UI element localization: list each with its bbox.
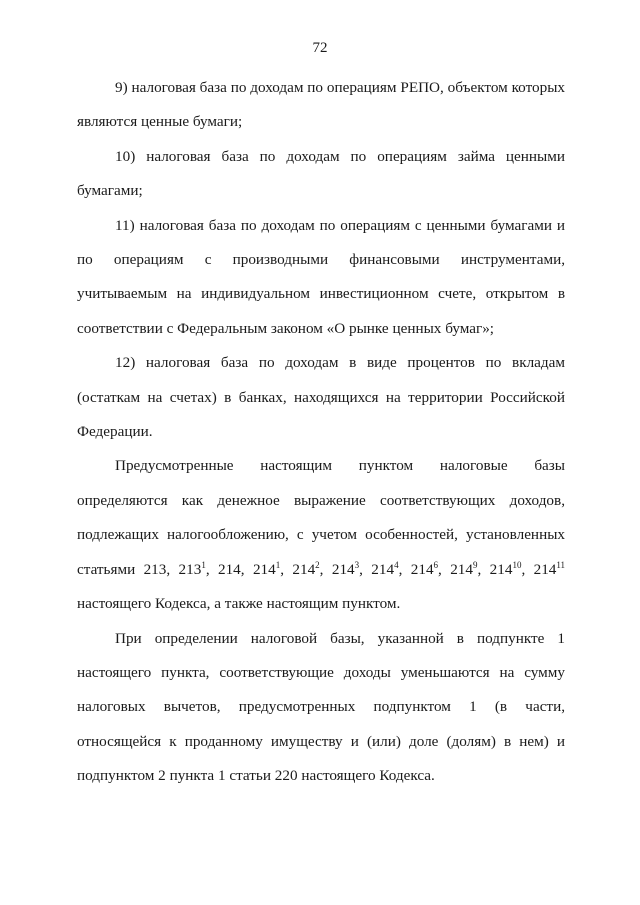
paragraph-item-12: 12) налоговая база по доходам в виде процентов по вкладам (остаткам на счетах) в банках, находящихся на территории Российской Федерации. [77,354,565,441]
article-ref: $214^6$ [410,559,439,578]
articles-intro: Предусмотренные настоящим пунктом налоговые базы определяются как денежное выражение соответствующих доходов, подлежащих налогообложению, с учетом особенностей, установленных статьями [77,457,565,578]
paragraph-item-11: 11) налоговая база по доходам по операциям с ценными бумагами и по операциям с производными финансовыми инструментами, учитываемым на индивидуальном инвестиционном счете, открытом в соответствии с Федеральным законом «О рынке ценных бумаг»; [77,216,565,337]
paragraph-item-10: 10) налоговая база по доходам по операциям займа ценными бумагами; [77,147,565,200]
articles-outro: настоящего Кодекса, а также настоящим пунктом. [77,595,401,613]
page-number: 72 [312,40,328,56]
article-ref: $214^4$ [371,559,399,578]
article-ref: $213^1$ [178,559,206,578]
article-ref: 214 [217,560,241,578]
article-ref: 213 [143,560,167,578]
paragraph-item-9: 9) налоговая база по доходам по операциям РЕПО, объектом которых являются ценные бумаги; [77,79,565,131]
article-ref: $214^1$ [252,559,281,578]
paragraph-deductions: При определении налоговой базы, указанной в подпункте 1 настоящего пункта, соответствующие доходы уменьшаются на сумму налоговых вычетов, предусмотренных подпунктом 1 (в части, относящейся к проданному имуществу и (или) доле (долям) в нем) и подпунктом 2 пункта 1 статьи 220 настоящего Кодекса. [77,629,565,785]
article-ref: $214^3$ [331,559,360,578]
article-ref: $214^{10}$ [489,559,522,578]
article-ref: $214^{11}$ [533,559,566,578]
article-ref: $214^2$ [292,559,320,578]
paragraph-articles: Предусмотренные настоящим пунктом налоговые базы определяются как денежное выражение соответствующих доходов, подлежащих налогообложению, с учетом особенностей, установленных статьями 213, $213^1$, 214, $214^1$, $214^2$, $214^3$, $214^4$, $214^6$, $214^9$, $214^{10}$, $214^{11}$ настоящего Кодекса, а также настоящим пунктом. [77,457,566,613]
document-body [77,71,565,794]
article-ref: $214^9$ [450,559,478,578]
